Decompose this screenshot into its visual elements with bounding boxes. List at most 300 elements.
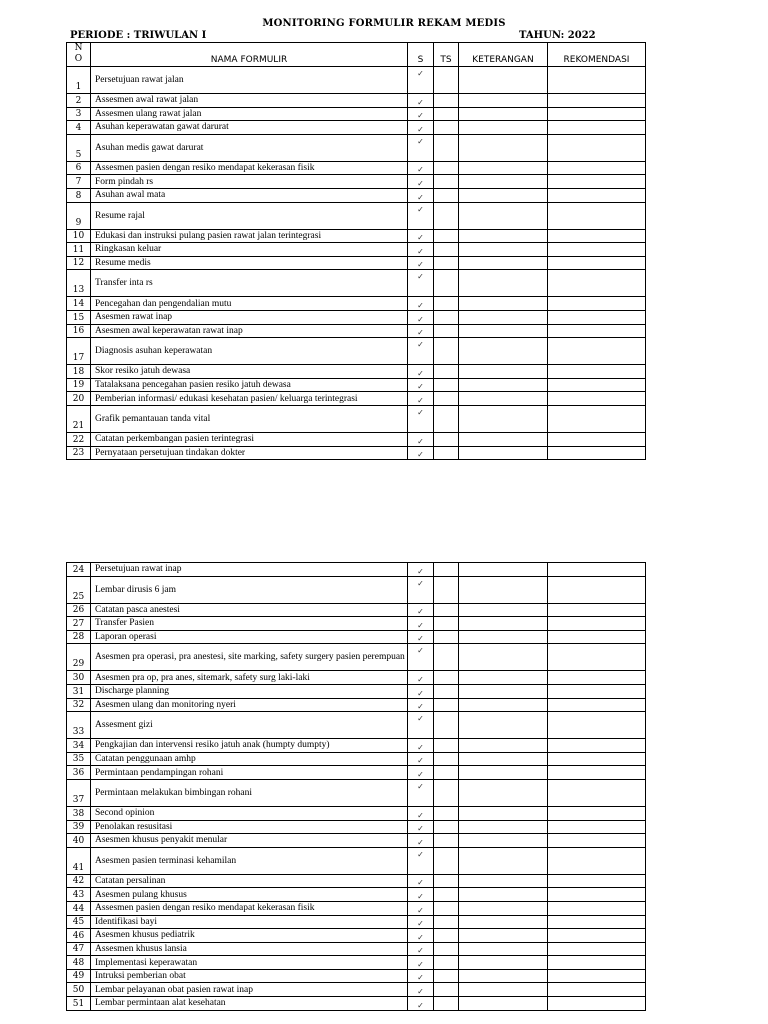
- status-s-check: ✓: [408, 983, 434, 997]
- form-name: Asuhan medis gawat darurat: [91, 134, 408, 161]
- status-s-check: ✓: [408, 888, 434, 902]
- status-s-check: ✓: [408, 901, 434, 915]
- status-s-check: ✓: [408, 644, 434, 671]
- form-name: Persetujuan rawat inap: [91, 563, 408, 577]
- form-name: Implementasi keperawatan: [91, 956, 408, 970]
- status-ts-cell: [434, 392, 459, 406]
- col-header-no-text: N O: [74, 43, 83, 64]
- keterangan-cell: [459, 752, 548, 766]
- status-s-check: ✓: [408, 378, 434, 392]
- keterangan-cell: [459, 874, 548, 888]
- table-row: [67, 684, 646, 698]
- row-number: 45: [67, 915, 91, 929]
- status-s-check: ✓: [408, 671, 434, 685]
- keterangan-cell: [459, 644, 548, 671]
- status-s-check: ✓: [408, 820, 434, 834]
- row-number: 6: [67, 161, 91, 175]
- rekomendasi-cell: [548, 338, 646, 365]
- rekomendasi-cell: [548, 929, 646, 943]
- row-number: 23: [67, 446, 91, 460]
- form-name: Pencegahan dan pengendalian mutu: [91, 297, 408, 311]
- row-number: 1: [67, 67, 91, 94]
- table-header-row: [67, 43, 646, 67]
- status-ts-cell: [434, 310, 459, 324]
- status-s-check: ✓: [408, 929, 434, 943]
- rekomendasi-cell: [548, 405, 646, 432]
- row-number: 38: [67, 806, 91, 820]
- status-s-check: ✓: [408, 942, 434, 956]
- status-s-check: ✓: [408, 310, 434, 324]
- row-number: 7: [67, 175, 91, 189]
- table-row: [67, 365, 646, 379]
- status-ts-cell: [434, 983, 459, 997]
- form-name: Asesmen pulang khusus: [91, 888, 408, 902]
- row-number: 51: [67, 997, 91, 1011]
- form-name: Penolakan resusitasi: [91, 820, 408, 834]
- form-name: Diagnosis asuhan keperawatan: [91, 338, 408, 365]
- status-ts-cell: [434, 576, 459, 603]
- form-name: Transfer Pasien: [91, 617, 408, 631]
- table-row: [67, 161, 646, 175]
- status-ts-cell: [434, 67, 459, 94]
- status-s-check: ✓: [408, 392, 434, 406]
- status-ts-cell: [434, 671, 459, 685]
- form-name: Tatalaksana pencegahan pasien resiko jatuh dewasa: [91, 378, 408, 392]
- form-name: Asesmen pra operasi, pra anestesi, site marking, safety surgery pasien perempuan: [91, 644, 408, 671]
- status-ts-cell: [434, 779, 459, 806]
- table-row: [67, 956, 646, 970]
- keterangan-cell: [459, 338, 548, 365]
- table-row: [67, 270, 646, 297]
- table-row: [67, 698, 646, 712]
- status-s-check: ✓: [408, 338, 434, 365]
- rekomendasi-cell: [548, 942, 646, 956]
- keterangan-cell: [459, 202, 548, 229]
- keterangan-cell: [459, 806, 548, 820]
- status-s-check: ✓: [408, 576, 434, 603]
- status-ts-cell: [434, 617, 459, 631]
- status-ts-cell: [434, 739, 459, 753]
- status-s-check: ✓: [408, 270, 434, 297]
- status-ts-cell: [434, 432, 459, 446]
- rekomendasi-cell: [548, 576, 646, 603]
- row-number: 39: [67, 820, 91, 834]
- form-name: Assesmen pasien dengan resiko mendapat kekerasan fisik: [91, 161, 408, 175]
- table-row: [67, 644, 646, 671]
- status-s-check: ✓: [408, 67, 434, 94]
- row-number: 29: [67, 644, 91, 671]
- row-number: 44: [67, 901, 91, 915]
- row-number: 11: [67, 243, 91, 257]
- rekomendasi-cell: [548, 121, 646, 135]
- status-s-check: ✓: [408, 107, 434, 121]
- status-ts-cell: [434, 243, 459, 257]
- status-ts-cell: [434, 297, 459, 311]
- row-number: 5: [67, 134, 91, 161]
- keterangan-cell: [459, 834, 548, 848]
- row-number: 34: [67, 739, 91, 753]
- col-header-no: [67, 43, 91, 67]
- row-number: 4: [67, 121, 91, 135]
- row-number: 3: [67, 107, 91, 121]
- form-name: Grafik pemantauan tanda vital: [91, 405, 408, 432]
- status-ts-cell: [434, 338, 459, 365]
- status-s-check: ✓: [408, 874, 434, 888]
- row-number: 26: [67, 603, 91, 617]
- keterangan-cell: [459, 188, 548, 202]
- rekomendasi-cell: [548, 256, 646, 270]
- status-ts-cell: [434, 630, 459, 644]
- status-s-check: ✓: [408, 175, 434, 189]
- status-ts-cell: [434, 942, 459, 956]
- table-row: [67, 310, 646, 324]
- keterangan-cell: [459, 983, 548, 997]
- table-row: [67, 901, 646, 915]
- form-name: Asesmen khusus penyakit menular: [91, 834, 408, 848]
- status-ts-cell: [434, 820, 459, 834]
- keterangan-cell: [459, 405, 548, 432]
- table-row: [67, 297, 646, 311]
- status-s-check: ✓: [408, 365, 434, 379]
- form-name: Asesmen rawat inap: [91, 310, 408, 324]
- row-number: 43: [67, 888, 91, 902]
- status-ts-cell: [434, 365, 459, 379]
- keterangan-cell: [459, 256, 548, 270]
- keterangan-cell: [459, 270, 548, 297]
- row-number: 48: [67, 956, 91, 970]
- status-ts-cell: [434, 446, 459, 460]
- row-number: 47: [67, 942, 91, 956]
- rekomendasi-cell: [548, 563, 646, 577]
- row-number: 40: [67, 834, 91, 848]
- status-ts-cell: [434, 698, 459, 712]
- rekomendasi-cell: [548, 134, 646, 161]
- row-number: 49: [67, 969, 91, 983]
- table-row: [67, 752, 646, 766]
- rekomendasi-cell: [548, 739, 646, 753]
- rekomendasi-cell: [548, 915, 646, 929]
- status-ts-cell: [434, 766, 459, 780]
- status-ts-cell: [434, 888, 459, 902]
- status-s-check: ✓: [408, 806, 434, 820]
- status-ts-cell: [434, 378, 459, 392]
- rekomendasi-cell: [548, 603, 646, 617]
- status-ts-cell: [434, 712, 459, 739]
- form-name: Lembar permintaan alat kesehatan: [91, 997, 408, 1011]
- status-s-check: ✓: [408, 229, 434, 243]
- keterangan-cell: [459, 107, 548, 121]
- status-s-check: ✓: [408, 121, 434, 135]
- row-number: 21: [67, 405, 91, 432]
- form-name: Asesmen ulang dan monitoring nyeri: [91, 698, 408, 712]
- table-row: [67, 256, 646, 270]
- keterangan-cell: [459, 94, 548, 108]
- keterangan-cell: [459, 956, 548, 970]
- row-number: 32: [67, 698, 91, 712]
- rekomendasi-cell: [548, 446, 646, 460]
- status-ts-cell: [434, 874, 459, 888]
- status-s-check: ✓: [408, 834, 434, 848]
- status-ts-cell: [434, 603, 459, 617]
- table-row: [67, 630, 646, 644]
- keterangan-cell: [459, 161, 548, 175]
- table-row: [67, 446, 646, 460]
- row-number: 27: [67, 617, 91, 631]
- table-row: [67, 997, 646, 1011]
- tahun-label: TAHUN: 2022: [519, 30, 596, 41]
- status-ts-cell: [434, 929, 459, 943]
- keterangan-cell: [459, 969, 548, 983]
- table-row: [67, 888, 646, 902]
- table-row: [67, 94, 646, 108]
- status-s-check: ✓: [408, 161, 434, 175]
- table-row: [67, 915, 646, 929]
- status-ts-cell: [434, 175, 459, 189]
- status-ts-cell: [434, 121, 459, 135]
- row-number: 13: [67, 270, 91, 297]
- col-header-ts: TS: [434, 43, 459, 67]
- table-row: [67, 806, 646, 820]
- keterangan-cell: [459, 243, 548, 257]
- form-name: Asesmen pasien terminasi kehamilan: [91, 847, 408, 874]
- rekomendasi-cell: [548, 365, 646, 379]
- row-number: 36: [67, 766, 91, 780]
- rekomendasi-cell: [548, 888, 646, 902]
- form-name: Assesment gizi: [91, 712, 408, 739]
- form-name: Assesmen awal rawat jalan: [91, 94, 408, 108]
- rekomendasi-cell: [548, 847, 646, 874]
- status-s-check: ✓: [408, 712, 434, 739]
- rekomendasi-cell: [548, 644, 646, 671]
- rekomendasi-cell: [548, 229, 646, 243]
- status-s-check: ✓: [408, 766, 434, 780]
- rekomendasi-cell: [548, 630, 646, 644]
- form-name: Lembar dirusis 6 jam: [91, 576, 408, 603]
- row-number: 37: [67, 779, 91, 806]
- status-s-check: ✓: [408, 847, 434, 874]
- table-row: [67, 929, 646, 943]
- row-number: 42: [67, 874, 91, 888]
- rekomendasi-cell: [548, 834, 646, 848]
- status-ts-cell: [434, 324, 459, 338]
- status-ts-cell: [434, 956, 459, 970]
- rekomendasi-cell: [548, 67, 646, 94]
- status-ts-cell: [434, 229, 459, 243]
- status-ts-cell: [434, 969, 459, 983]
- form-name: Asesmen khusus pediatrik: [91, 929, 408, 943]
- keterangan-cell: [459, 712, 548, 739]
- table-row: [67, 820, 646, 834]
- row-number: 17: [67, 338, 91, 365]
- keterangan-cell: [459, 603, 548, 617]
- keterangan-cell: [459, 820, 548, 834]
- status-s-check: ✓: [408, 563, 434, 577]
- table-row: [67, 338, 646, 365]
- table-row: [67, 712, 646, 739]
- keterangan-cell: [459, 698, 548, 712]
- status-s-check: ✓: [408, 752, 434, 766]
- table-row: [67, 766, 646, 780]
- col-header-s: S: [408, 43, 434, 67]
- rekomendasi-cell: [548, 901, 646, 915]
- status-ts-cell: [434, 901, 459, 915]
- row-number: 31: [67, 684, 91, 698]
- rekomendasi-cell: [548, 243, 646, 257]
- keterangan-cell: [459, 121, 548, 135]
- status-s-check: ✓: [408, 779, 434, 806]
- keterangan-cell: [459, 847, 548, 874]
- form-name: Catatan penggunaan amhp: [91, 752, 408, 766]
- status-ts-cell: [434, 405, 459, 432]
- rekomendasi-cell: [548, 779, 646, 806]
- keterangan-cell: [459, 915, 548, 929]
- status-s-check: ✓: [408, 630, 434, 644]
- keterangan-cell: [459, 134, 548, 161]
- keterangan-cell: [459, 888, 548, 902]
- status-ts-cell: [434, 915, 459, 929]
- status-s-check: ✓: [408, 603, 434, 617]
- rekomendasi-cell: [548, 94, 646, 108]
- rekomendasi-cell: [548, 188, 646, 202]
- status-ts-cell: [434, 847, 459, 874]
- rekomendasi-cell: [548, 297, 646, 311]
- form-name: Skor resiko jatuh dewasa: [91, 365, 408, 379]
- status-ts-cell: [434, 644, 459, 671]
- rekomendasi-cell: [548, 270, 646, 297]
- form-name: Assesmen ulang rawat jalan: [91, 107, 408, 121]
- status-ts-cell: [434, 94, 459, 108]
- form-name: Resume rajal: [91, 202, 408, 229]
- table-row: [67, 67, 646, 94]
- form-name: Edukasi dan instruksi pulang pasien rawat jalan terintegrasi: [91, 229, 408, 243]
- rekomendasi-cell: [548, 684, 646, 698]
- form-name: Pemberian informasi/ edukasi kesehatan pasien/ keluarga terintegrasi: [91, 392, 408, 406]
- row-number: 9: [67, 202, 91, 229]
- status-ts-cell: [434, 256, 459, 270]
- col-header-keterangan: KETERANGAN: [459, 43, 548, 67]
- form-name: Persetujuan rawat jalan: [91, 67, 408, 94]
- status-s-check: ✓: [408, 969, 434, 983]
- table-row: [67, 188, 646, 202]
- rekomendasi-cell: [548, 107, 646, 121]
- keterangan-cell: [459, 563, 548, 577]
- form-name: Catatan pasca anestesi: [91, 603, 408, 617]
- status-ts-cell: [434, 188, 459, 202]
- row-number: 28: [67, 630, 91, 644]
- row-number: 50: [67, 983, 91, 997]
- rekomendasi-cell: [548, 752, 646, 766]
- status-ts-cell: [434, 752, 459, 766]
- status-ts-cell: [434, 684, 459, 698]
- status-ts-cell: [434, 563, 459, 577]
- form-name: Intruksi pemberian obat: [91, 969, 408, 983]
- keterangan-cell: [459, 929, 548, 943]
- status-s-check: ✓: [408, 739, 434, 753]
- keterangan-cell: [459, 432, 548, 446]
- table-row: [67, 378, 646, 392]
- row-number: 24: [67, 563, 91, 577]
- keterangan-cell: [459, 392, 548, 406]
- status-s-check: ✓: [408, 617, 434, 631]
- row-number: 22: [67, 432, 91, 446]
- rekomendasi-cell: [548, 161, 646, 175]
- status-s-check: ✓: [408, 256, 434, 270]
- form-name: Transfer inta rs: [91, 270, 408, 297]
- form-name: Resume medis: [91, 256, 408, 270]
- row-number: 20: [67, 392, 91, 406]
- monitoring-table-1: [66, 42, 646, 460]
- table-row: [67, 969, 646, 983]
- rekomendasi-cell: [548, 175, 646, 189]
- form-name: Catatan persalinan: [91, 874, 408, 888]
- table-row: [67, 134, 646, 161]
- status-ts-cell: [434, 834, 459, 848]
- table-row: [67, 243, 646, 257]
- rekomendasi-cell: [548, 324, 646, 338]
- form-name: Asuhan awal mata: [91, 188, 408, 202]
- keterangan-cell: [459, 739, 548, 753]
- status-s-check: ✓: [408, 684, 434, 698]
- keterangan-cell: [459, 901, 548, 915]
- status-s-check: ✓: [408, 134, 434, 161]
- rekomendasi-cell: [548, 969, 646, 983]
- row-number: 14: [67, 297, 91, 311]
- table-row: [67, 576, 646, 603]
- row-number: 18: [67, 365, 91, 379]
- table-row: [67, 779, 646, 806]
- rekomendasi-cell: [548, 956, 646, 970]
- row-number: 46: [67, 929, 91, 943]
- status-ts-cell: [434, 107, 459, 121]
- rekomendasi-cell: [548, 997, 646, 1011]
- keterangan-cell: [459, 175, 548, 189]
- status-s-check: ✓: [408, 698, 434, 712]
- form-name: Catatan perkembangan pasien terintegrasi: [91, 432, 408, 446]
- table-row: [67, 202, 646, 229]
- table-row: [67, 121, 646, 135]
- col-header-rekomendasi: REKOMENDASI: [548, 43, 646, 67]
- keterangan-cell: [459, 766, 548, 780]
- status-s-check: ✓: [408, 956, 434, 970]
- row-number: 16: [67, 324, 91, 338]
- monitoring-table-2: [66, 562, 646, 1011]
- form-name: Asuhan keperawatan gawat darurat: [91, 121, 408, 135]
- table-row: [67, 983, 646, 997]
- keterangan-cell: [459, 365, 548, 379]
- keterangan-cell: [459, 67, 548, 94]
- rekomendasi-cell: [548, 766, 646, 780]
- form-name: Asesmen awal keperawatan rawat inap: [91, 324, 408, 338]
- rekomendasi-cell: [548, 983, 646, 997]
- form-name: Lembar pelayanan obat pasien rawat inap: [91, 983, 408, 997]
- table-row: [67, 229, 646, 243]
- form-name: Laporan operasi: [91, 630, 408, 644]
- table-row: [67, 432, 646, 446]
- row-number: 15: [67, 310, 91, 324]
- rekomendasi-cell: [548, 806, 646, 820]
- table-row: [67, 405, 646, 432]
- table-row: [67, 617, 646, 631]
- rekomendasi-cell: [548, 712, 646, 739]
- keterangan-cell: [459, 684, 548, 698]
- form-name: Pernyataan persetujuan tindakan dokter: [91, 446, 408, 460]
- row-number: 35: [67, 752, 91, 766]
- status-ts-cell: [434, 161, 459, 175]
- form-name: Assesmen khusus lansia: [91, 942, 408, 956]
- table-row: [67, 874, 646, 888]
- status-ts-cell: [434, 806, 459, 820]
- table-row: [67, 563, 646, 577]
